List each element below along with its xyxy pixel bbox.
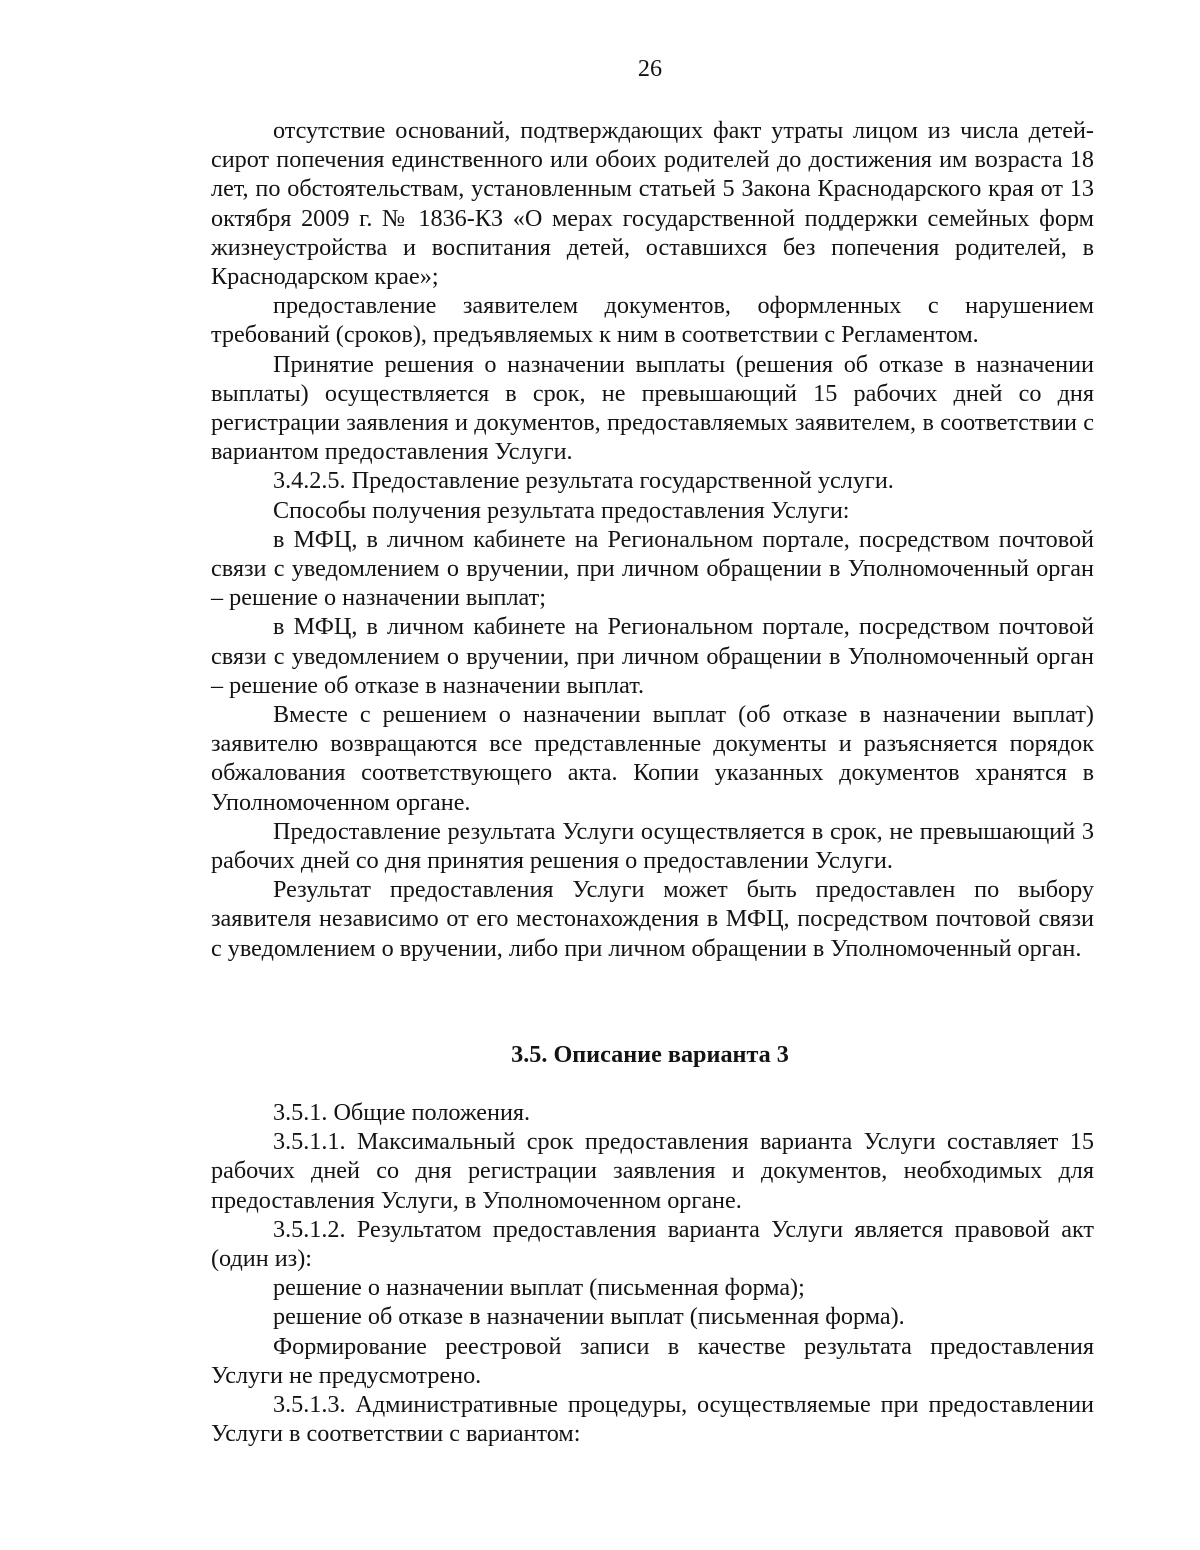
paragraph: 3.5.1. Общие положения. [273, 1099, 531, 1126]
body-text-top [211, 116, 1094, 963]
paragraph: 3.5.1.1. Максимальный срок предоставления варианта Услуги составляет 15 рабочих дней со дня регистрации заявления и документов, необходимых для предоставления Услуги, в Уполномоченном органе. [211, 1128, 1094, 1214]
paragraph: 3.5.1.2. Результатом предоставления варианта Услуги является правовой акт (один из): [211, 1215, 1094, 1273]
paragraph: в МФЦ, в личном кабинете на Региональном портале, посредством почтовой связи с уведомлением о вручении, при личном обращении в Уполномоченный орган – решение об отказе в назначении выплат. [211, 613, 1094, 699]
paragraph: Вместе с решением о назначении выплат (об отказе в назначении выплат) заявителю возвращаются все представленные документы и разъясняется порядок обжалования соответствующего акта. Копии указанных документов хранятся в Уполномоченном органе. [211, 701, 1094, 816]
paragraph: Результат предоставления Услуги может быть предоставлен по выбору заявителя независимо от его местонахождения в МФЦ, посредством почтовой связи с уведомлением о вручении, либо при личном обращении в Уполномоченный орган. [211, 876, 1094, 962]
paragraph: Принятие решения о назначении выплаты (решения об отказе в назначении выплаты) осуществляется в срок, не превышающий 15 рабочих дней со дня регистрации заявления и документов, предоставляемых заявителем, в соответствии с вариантом предоставления Услуги. [211, 350, 1094, 466]
page-number: 26 [637, 55, 663, 82]
paragraph: 3.4.2.5. Предоставление результата государственной услуги. [273, 467, 894, 495]
paragraph: решение об отказе в назначении выплат (письменная форма). [273, 1303, 905, 1331]
section-heading: 3.5. Описание варианта 3 [511, 1041, 789, 1068]
paragraph: Предоставление результата Услуги осуществляется в срок, не превышающий 3 рабочих дней со дня принятия решения о предоставлении Услуги. [211, 817, 1094, 875]
paragraph: Формирование реестровой записи в качестве результата предоставления Услуги не предусмотрено. [211, 1332, 1094, 1389]
paragraph: решение о назначении выплат (письменная форма); [273, 1274, 805, 1302]
paragraph: отсутствие оснований, подтверждающих факт утраты лицом из числа детей-сирот попечения единственного или обоих родителей до достижения им возраста 18 лет, по обстоятельствам, установленным статьей 5 Закона Краснодарского края от 13 октября 2009 г. № 1836-КЗ «О мерах государственной поддержки семейных форм жизнеустройства и воспитания детей, оставшихся без попечения родителей, в Краснодарском крае»; [211, 117, 1094, 291]
body-text-bottom [211, 1098, 1094, 1448]
paragraph: предоставление заявителем документов, оформленных с нарушением требований (сроков), предъявляемых к ним в соответствии с Регламентом. [211, 292, 1094, 349]
paragraph: в МФЦ, в личном кабинете на Региональном портале, посредством почтовой связи с уведомлением о вручении, при личном обращении в Уполномоченный орган – решение о назначении выплат; [211, 525, 1094, 612]
paragraph: Способы получения результата предоставления Услуги: [273, 496, 850, 524]
paragraph: 3.5.1.3. Административные процедуры, осуществляемые при предоставлении Услуги в соответствии с вариантом: [211, 1391, 1094, 1448]
